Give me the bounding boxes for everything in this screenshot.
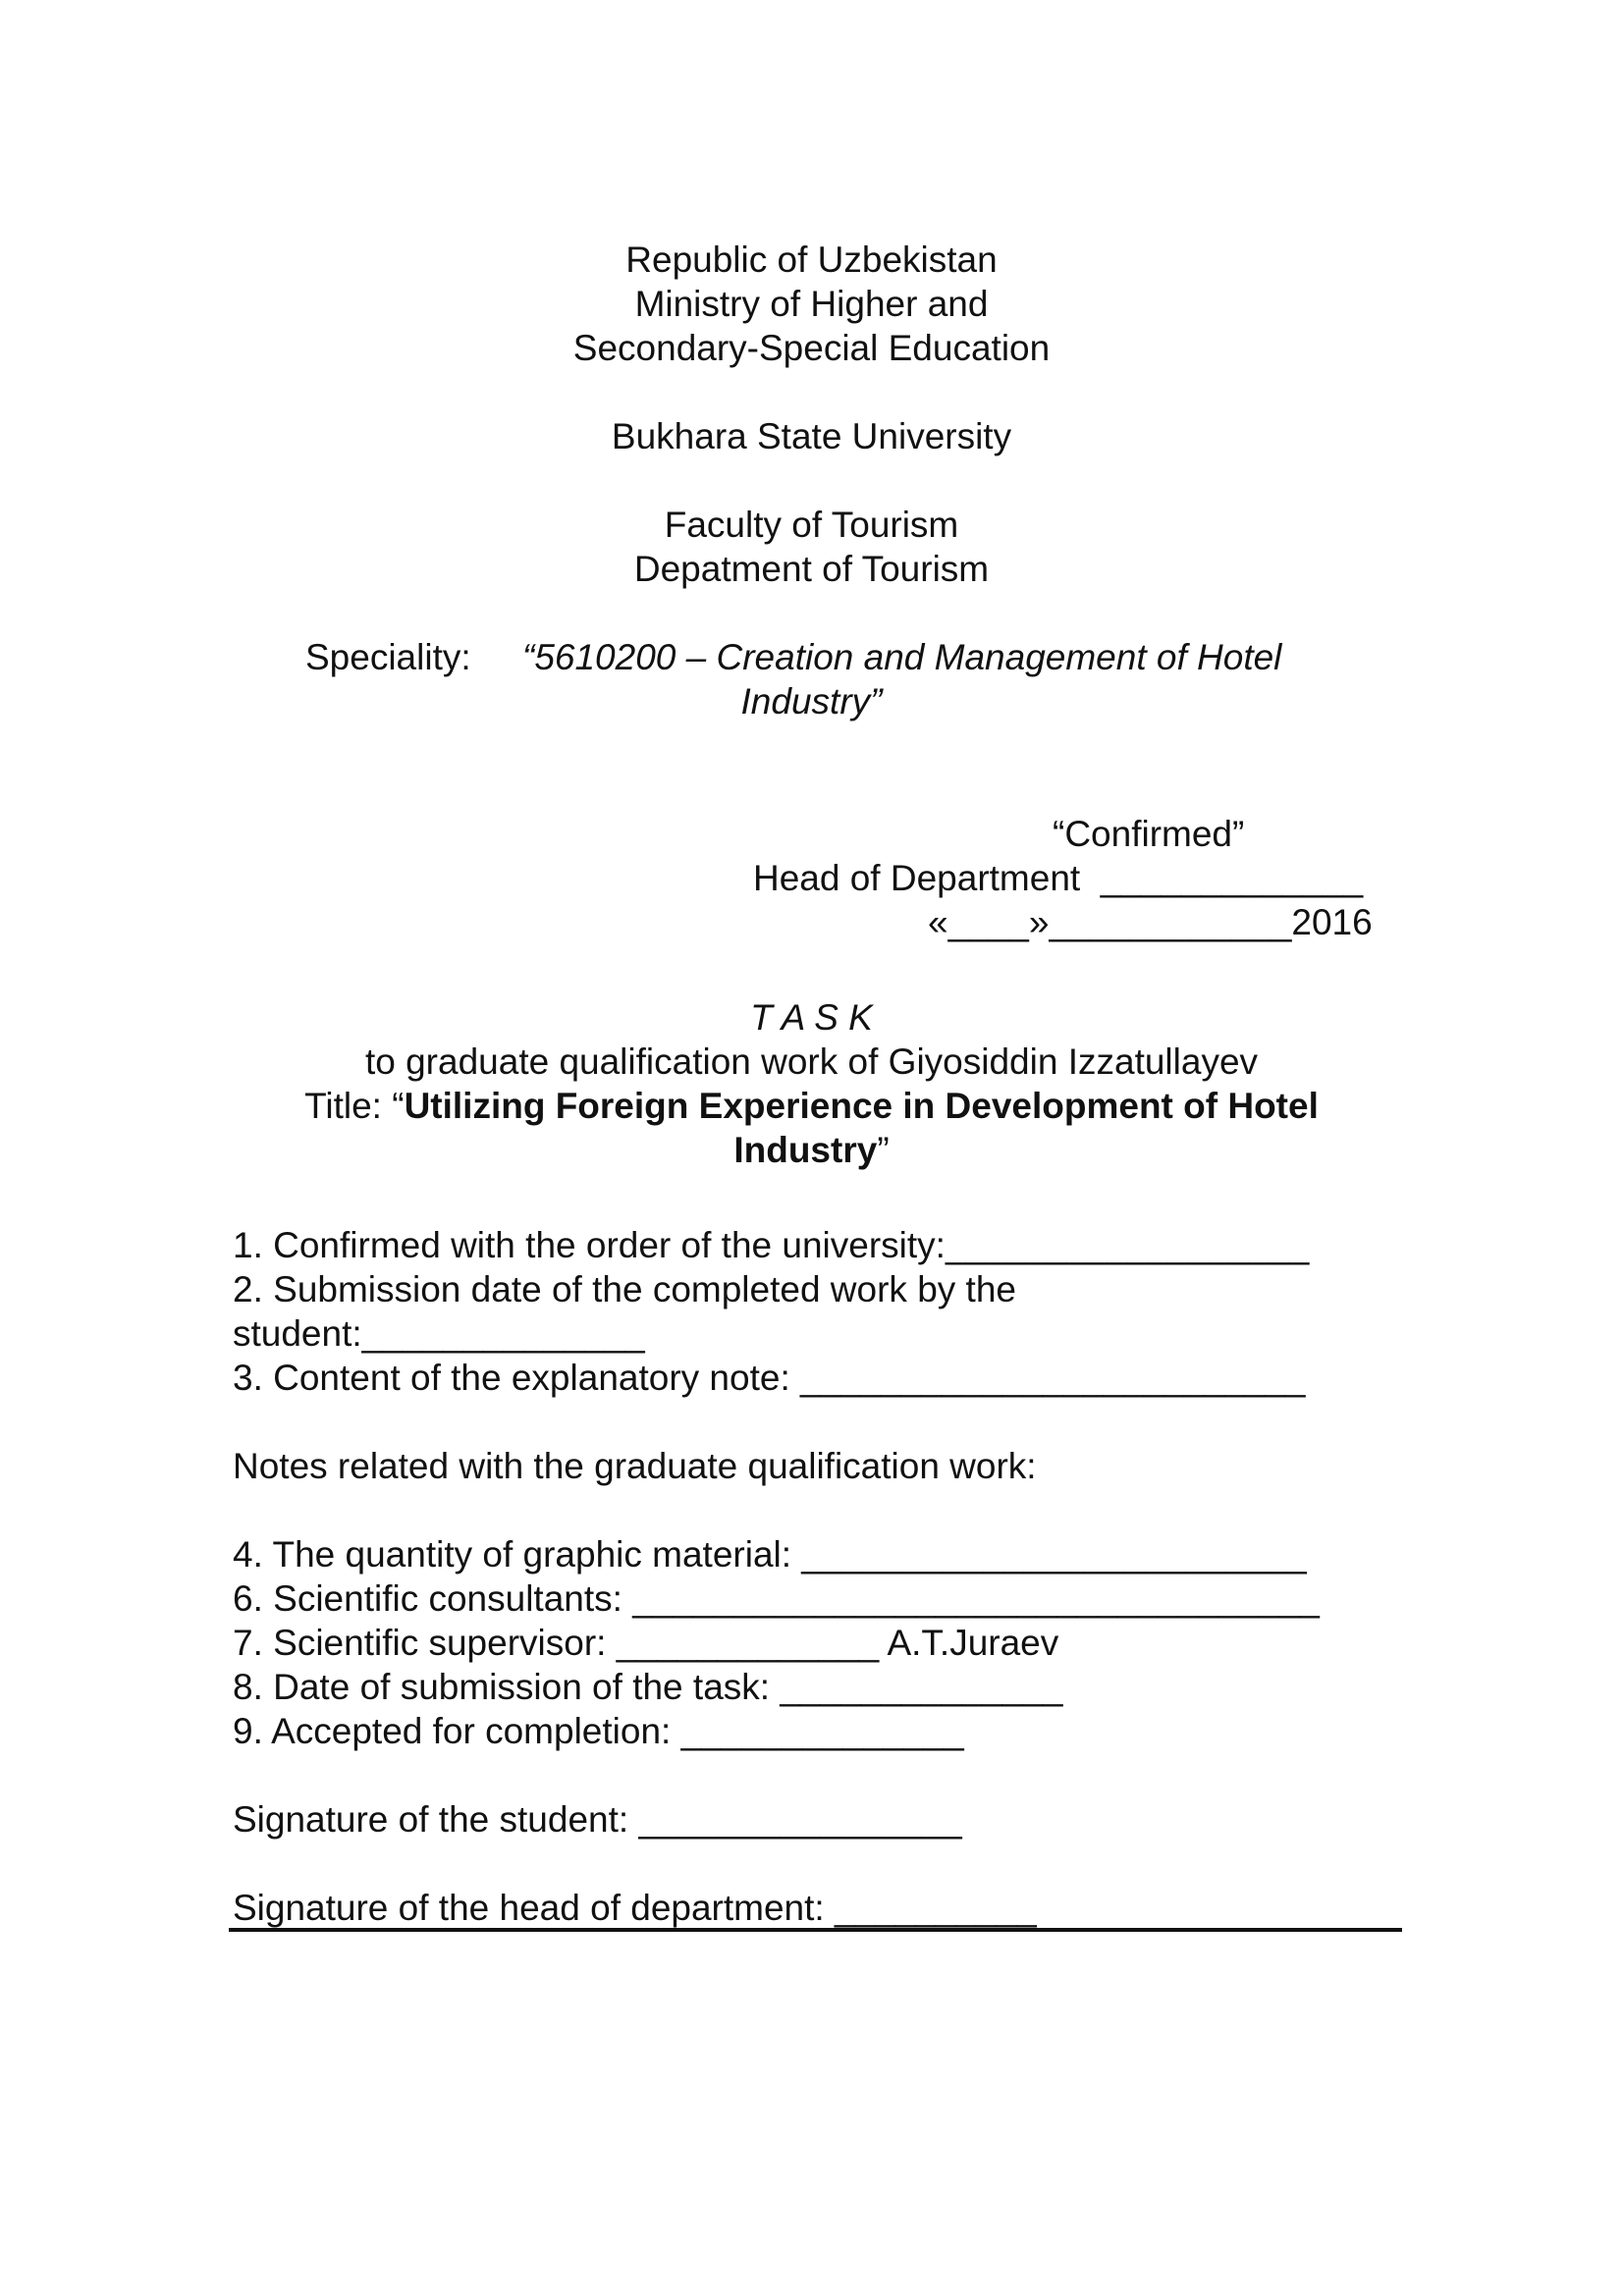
university-name: Bukhara State University — [611, 416, 1012, 456]
item-2-line-2: student:______________ — [233, 1313, 645, 1354]
task-heading-wrap — [0, 995, 1623, 1040]
speciality-value-line-2-wrap — [0, 679, 1623, 723]
task-title-bold-2: Industry — [733, 1130, 878, 1170]
item-6: 6. Scientific consultants: __________________________________ — [233, 1578, 1320, 1619]
item-3: 3. Content of the explanatory note: _________________________ — [233, 1358, 1306, 1398]
item-4: 4. The quantity of graphic material: _________________________ — [233, 1534, 1307, 1575]
faculty-name: Faculty of Tourism — [664, 505, 959, 545]
task-title-line-1 — [0, 1084, 1623, 1128]
item-7: 7. Scientific supervisor: _____________ A.T.Juraev — [233, 1623, 1059, 1663]
item-8: 8. Date of submission of the task: ______________ — [233, 1667, 1063, 1707]
approval-date-line: «____»____________2016 — [928, 902, 1373, 942]
document-header — [0, 238, 1623, 370]
confirmed-label: “Confirmed” — [1053, 814, 1245, 854]
task-subheading: to graduate qualification work of Giyosiddin Izzatullayev — [364, 1041, 1259, 1082]
bottom-rule — [229, 1928, 1402, 1932]
task-title-suffix: ” — [877, 1130, 890, 1170]
head-signature-line: Signature of the head of department: __________ — [233, 1888, 1037, 1928]
head-of-department-line: Head of Department _____________ — [753, 858, 1364, 898]
student-signature-line: Signature of the student: ________________ — [233, 1799, 962, 1840]
ministry-line-1: Ministry of Higher and — [634, 284, 989, 324]
ministry-line-2: Secondary-Special Education — [572, 328, 1051, 368]
task-title-prefix: Title: “ — [304, 1086, 405, 1126]
task-title-line-2 — [0, 1128, 1623, 1172]
item-2-line-1: 2. Submission date of the completed work by the — [233, 1269, 1016, 1309]
faculty-block — [0, 503, 1623, 591]
speciality-value-line-2: Industry” — [740, 681, 883, 721]
speciality-label: Speciality: — [305, 637, 471, 677]
university-block — [0, 414, 1623, 458]
item-1: 1. Confirmed with the order of the university:__________________ — [233, 1225, 1310, 1265]
country-line: Republic of Uzbekistan — [625, 240, 998, 280]
task-title-bold-1: Utilizing Foreign Experience in Development of Hotel — [404, 1086, 1319, 1126]
speciality-value-line-1: “5610200 – Creation and Management of Hotel — [522, 637, 1282, 677]
item-9: 9. Accepted for completion: ______________ — [233, 1711, 964, 1751]
task-heading: T A S K — [750, 997, 873, 1038]
task-subheading-wrap — [0, 1040, 1623, 1084]
department-name: Depatment of Tourism — [633, 549, 990, 589]
notes-heading: Notes related with the graduate qualification work: — [233, 1446, 1037, 1486]
